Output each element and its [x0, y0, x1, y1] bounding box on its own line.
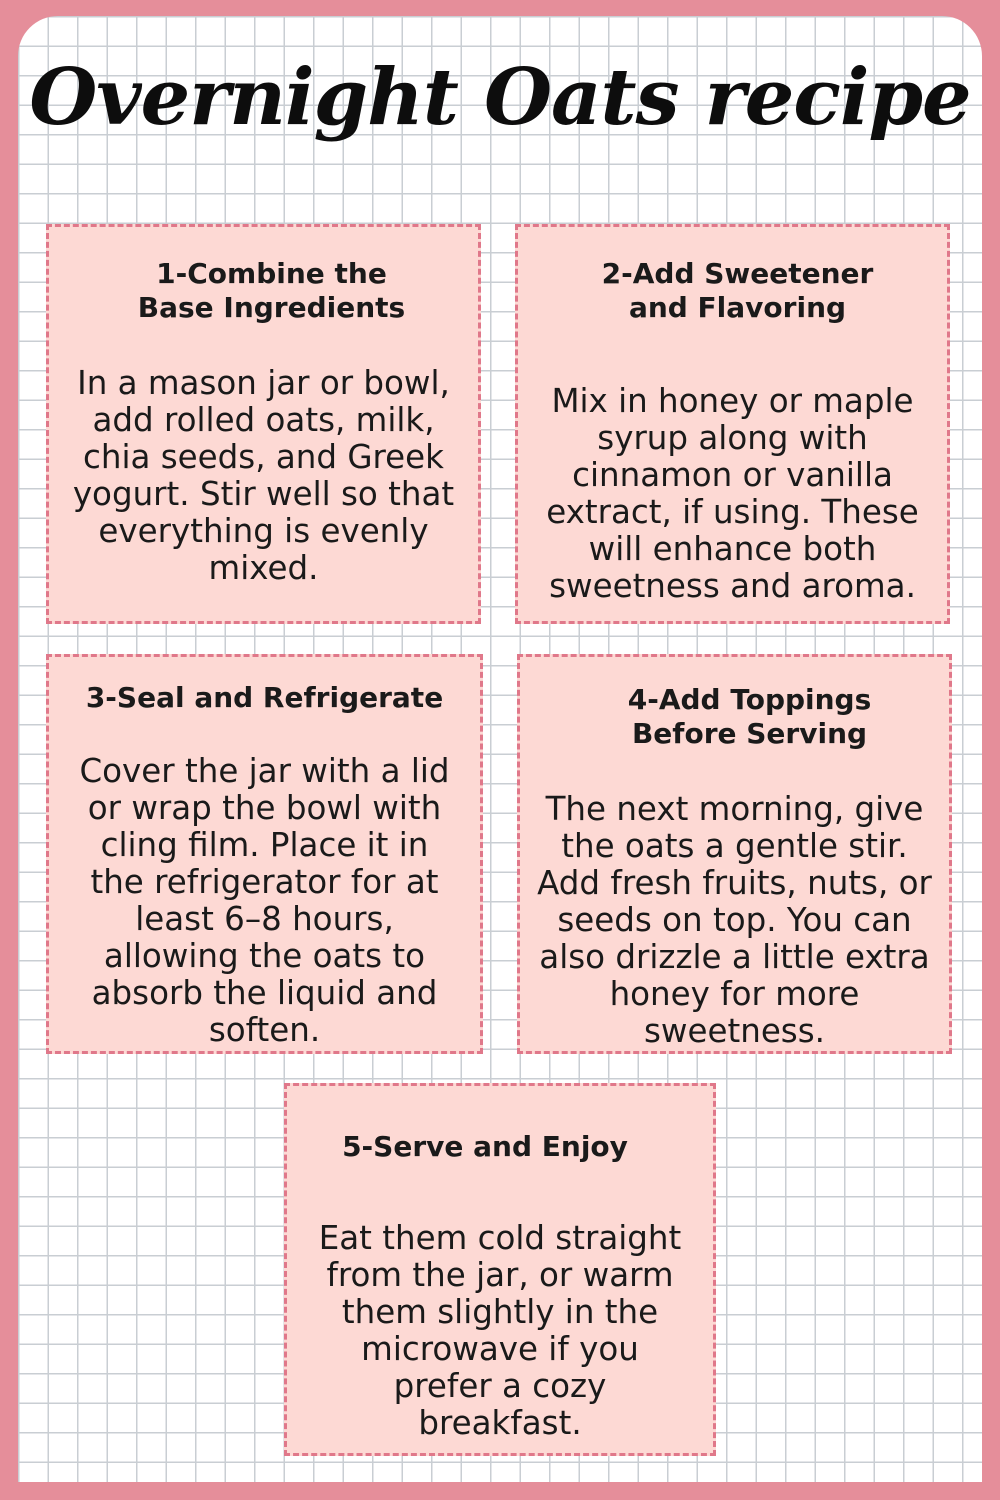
- step-card-2: [515, 224, 950, 624]
- step-card-4: [517, 654, 952, 1054]
- step-5-heading: 5-Serve and Enjoy: [342, 1130, 628, 1163]
- step-3-heading: 3-Seal and Refrigerate: [85, 681, 444, 714]
- step-2-body: Mix in honey or maple syrup along with cinnamon or vanilla extract, if using. These will enhance both sweetness and aroma.: [546, 382, 919, 605]
- step-4-heading: 4-Add Toppings Before Serving: [627, 683, 872, 750]
- step-5-body: Eat them cold straight from the jar, or warm them slightly in the microwave if you prefer a cozy breakfast.: [318, 1219, 682, 1442]
- step-1-body: In a mason jar or bowl, add rolled oats, milk, chia seeds, and Greek yogurt. Stir well so that everything is evenly mixed.: [72, 364, 455, 587]
- step-3-body: Cover the jar with a lid or wrap the bowl with cling film. Place it in the refrigerator for at least 6–8 hours, allowing the oats to absorb the liquid and soften.: [79, 752, 450, 1049]
- step-2-heading: 2-Add Sweetener and Flavoring: [601, 257, 874, 324]
- step-card-1: [46, 224, 481, 624]
- step-card-5: [284, 1083, 716, 1456]
- page-title: Overnight Oats recipe: [29, 52, 971, 143]
- step-4-body: The next morning, give the oats a gentle stir. Add fresh fruits, nuts, or seeds on top. You can also drizzle a little extra honey for more sweetness.: [537, 790, 932, 1050]
- step-card-3: [46, 654, 483, 1054]
- step-1-heading: 1-Combine the Base Ingredients: [137, 257, 406, 324]
